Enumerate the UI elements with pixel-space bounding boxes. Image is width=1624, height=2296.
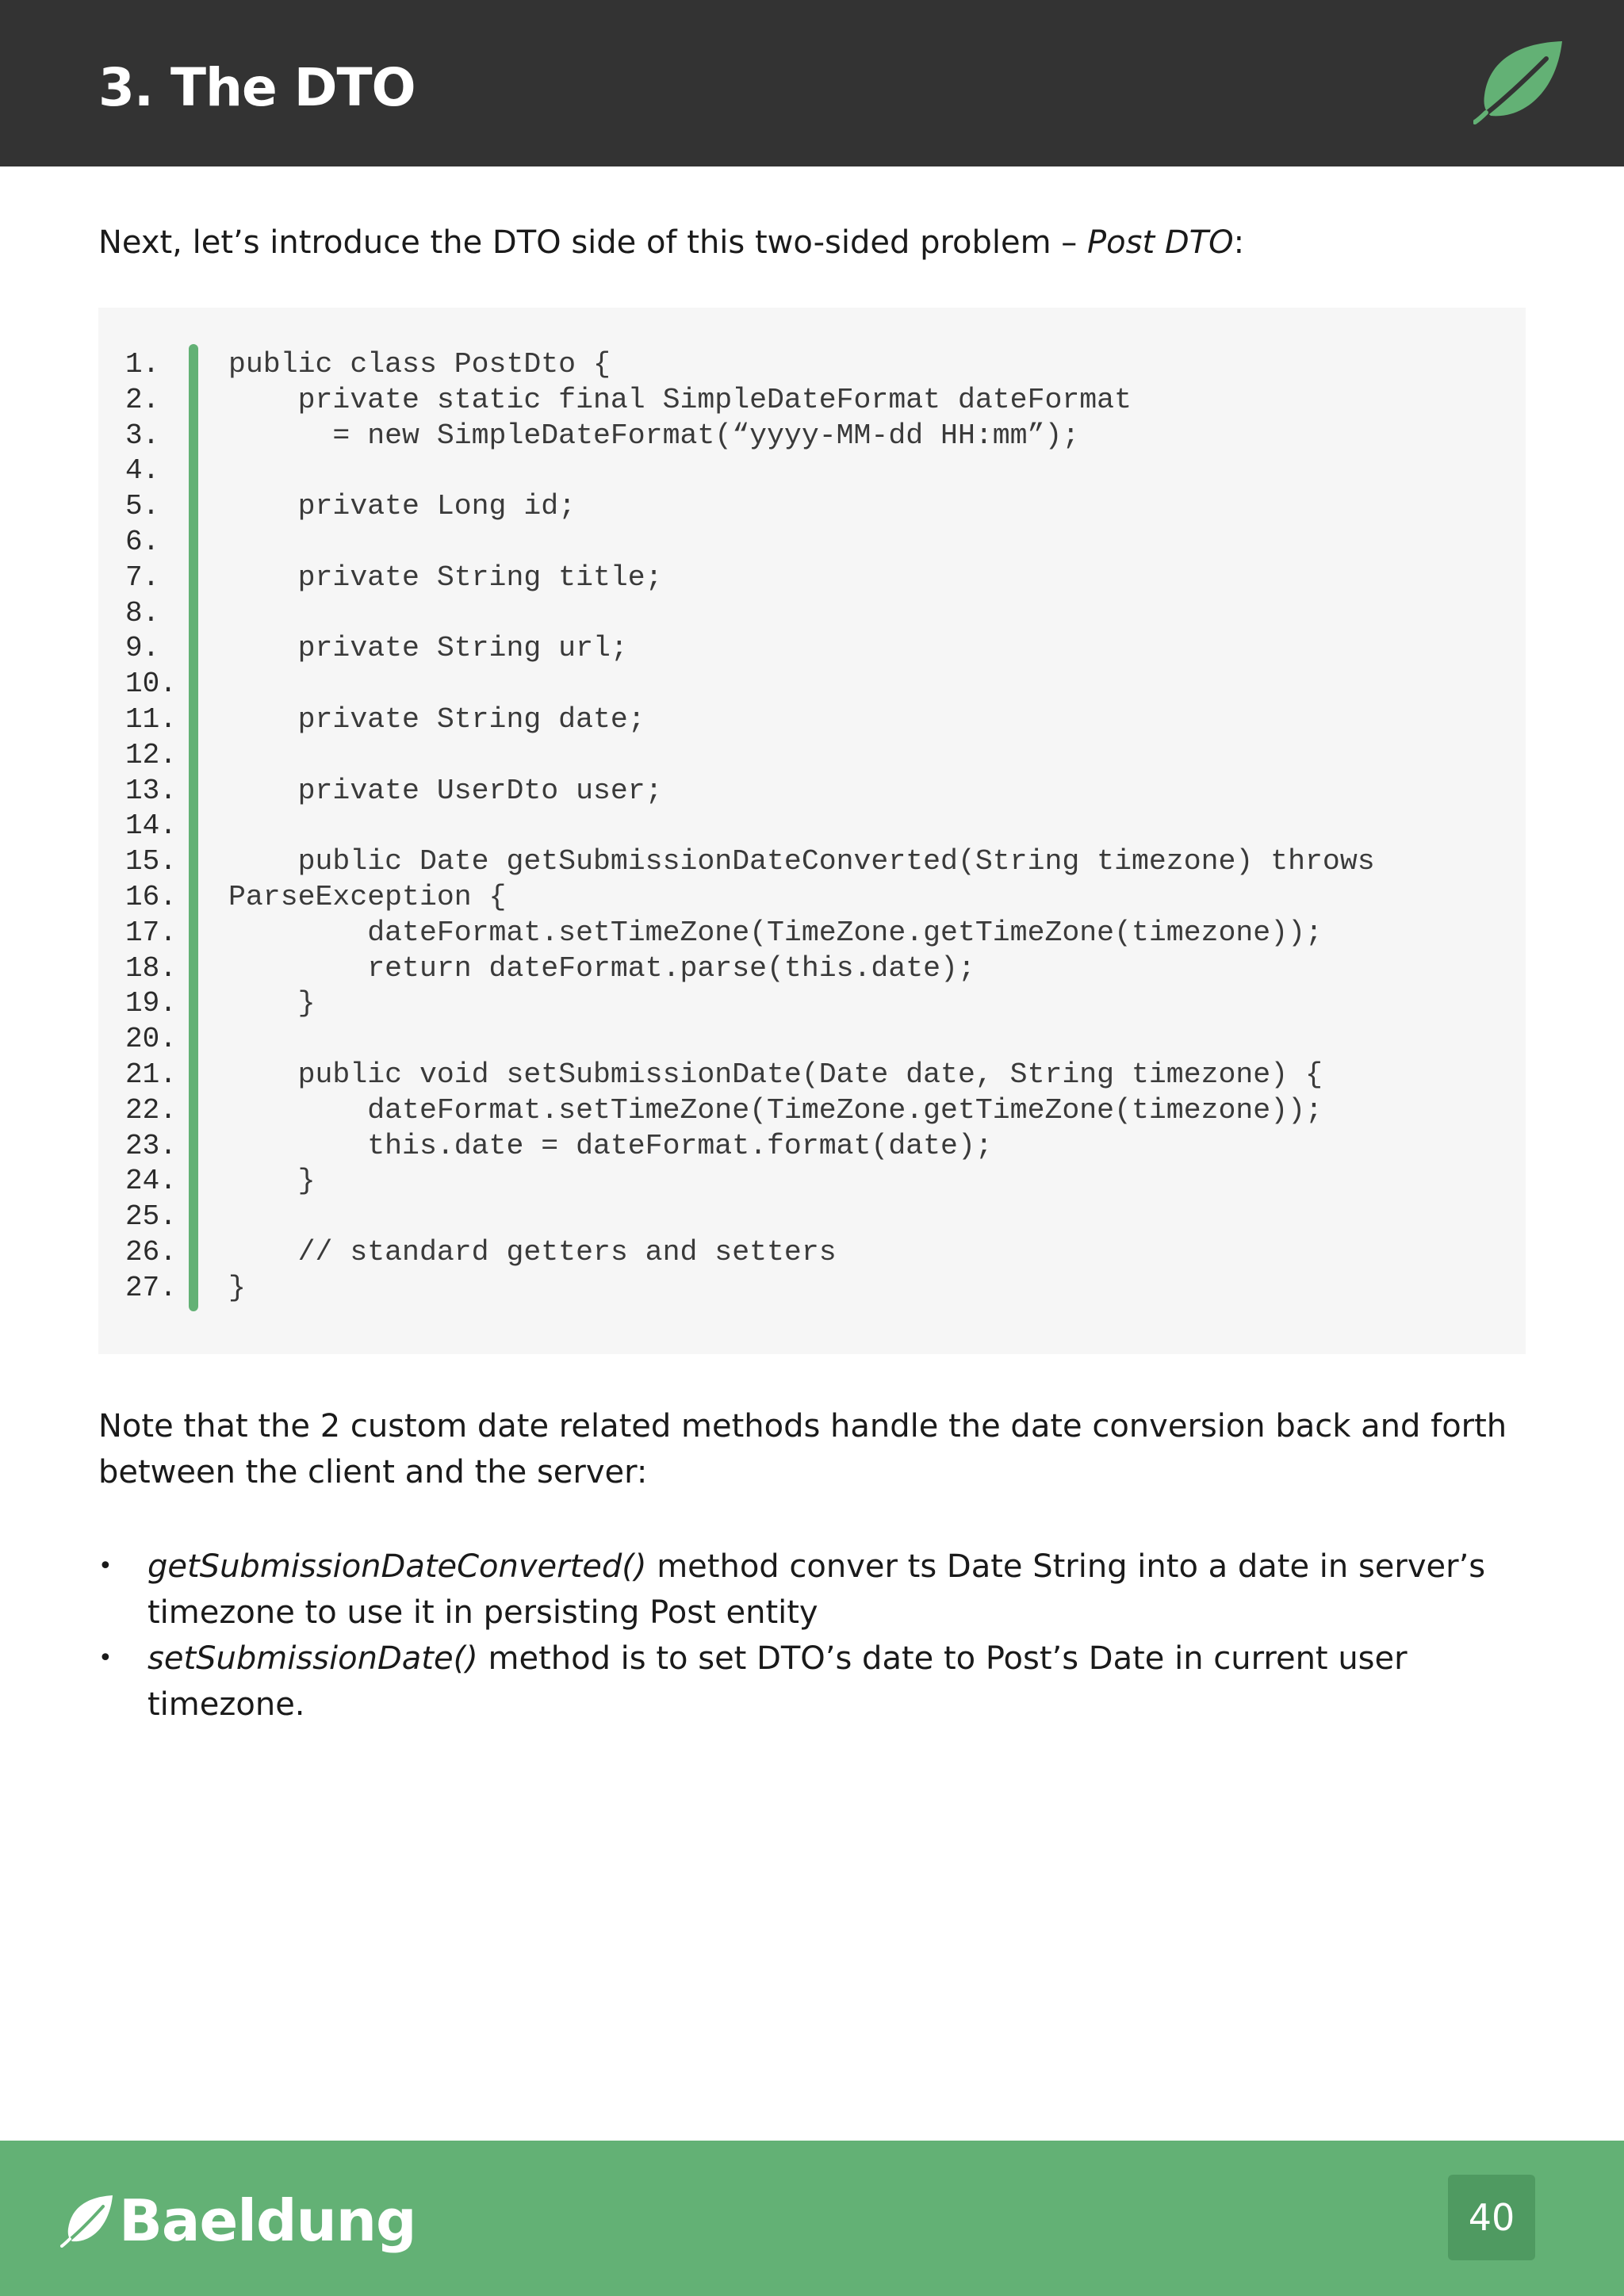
line-number: 1. (125, 348, 160, 381)
code-line: // standard getters and setters (228, 1235, 837, 1269)
line-number: 27. (125, 1271, 177, 1304)
line-number: 15. (125, 845, 177, 878)
line-number: 25. (125, 1200, 177, 1234)
method-description: method conver ts Date String into a date in server’s timezone to use it in persisting Post entity (147, 1548, 1486, 1631)
line-number: 4. (125, 454, 160, 488)
code-line (228, 738, 1513, 774)
line-number: 6. (125, 525, 160, 558)
leaf-icon (1473, 40, 1565, 127)
code-line: public void setSubmissionDate(Date date, String timezone) { (228, 1058, 1323, 1091)
code-line (228, 1022, 1513, 1058)
leaf-icon (60, 2194, 114, 2248)
brand-logo (60, 2185, 416, 2256)
code-line: = new SimpleDateFormat(“yyyy-MM-dd HH:mm”); (228, 419, 1080, 452)
code-line: this.date = dateFormat.format(date); (228, 1129, 993, 1162)
code-line (228, 667, 1513, 702)
brand-name: Baeldung (119, 2187, 416, 2254)
code-line (228, 1200, 1513, 1235)
code-line: return dateFormat.parse(this.date); (228, 951, 975, 985)
line-number: 9. (125, 632, 160, 665)
line-number: 16. (125, 880, 177, 913)
line-number: 2. (125, 383, 160, 416)
code-line: private String date; (228, 702, 645, 736)
method-name: getSubmissionDateConverted() (147, 1548, 647, 1585)
code-line: private UserDto user; (228, 774, 663, 807)
line-number: 11. (125, 702, 177, 736)
method-list (98, 1544, 1526, 1728)
code-line: private static final SimpleDateFormat dateFormat (228, 383, 1132, 416)
line-number: 21. (125, 1058, 177, 1091)
intro-emphasis: Post DTO (1087, 224, 1234, 261)
line-number: 22. (125, 1093, 177, 1127)
code-line: private String url; (228, 632, 628, 665)
line-number: 8. (125, 596, 160, 629)
code-accent-bar (189, 344, 198, 1311)
intro-paragraph (98, 219, 1526, 266)
method-description: method is to set DTO’s date to Post’s Date in current user timezone. (147, 1640, 1408, 1723)
code-line: } (228, 1165, 316, 1198)
line-number: 18. (125, 951, 177, 985)
list-item (98, 1544, 1526, 1636)
list-item (98, 1636, 1526, 1728)
method-name: setSubmissionDate() (147, 1640, 478, 1677)
page-title: 3. The DTO (98, 57, 416, 118)
code-line: dateFormat.setTimeZone(TimeZone.getTimeZone(timezone)); (228, 916, 1323, 949)
line-number: 3. (125, 419, 160, 452)
bullet-marker: • (98, 1552, 113, 1580)
page-number-badge: 40 (1448, 2175, 1535, 2260)
intro-text: Next, let’s introduce the DTO side of this two-sided problem – (98, 224, 1088, 261)
code-line (228, 596, 1513, 632)
code-line: private Long id; (228, 490, 576, 523)
line-number: 23. (125, 1129, 177, 1162)
line-number: 14. (125, 809, 177, 843)
code-line: public class PostDto { (228, 348, 611, 381)
code-line (228, 809, 1513, 844)
code-listing (228, 347, 1513, 1307)
code-line: dateFormat.setTimeZone(TimeZone.getTimeZone(timezone)); (228, 1093, 1323, 1127)
line-number: 19. (125, 987, 177, 1020)
code-line (228, 453, 1513, 489)
note-paragraph: Note that the 2 custom date related methods handle the date conversion back and forth between the client and the server: (98, 1408, 1507, 1490)
code-line (228, 525, 1513, 561)
line-number-gutter (125, 347, 181, 1307)
line-number: 13. (125, 774, 177, 807)
line-number: 26. (125, 1235, 177, 1269)
intro-suffix: : (1233, 224, 1245, 261)
line-number: 5. (125, 490, 160, 523)
code-line: } (228, 1271, 246, 1304)
code-line: ParseException { (228, 880, 507, 913)
code-line: public Date getSubmissionDateConverted(String timezone) throws (228, 845, 1375, 878)
line-number: 12. (125, 738, 177, 771)
line-number: 7. (125, 561, 160, 594)
code-line: } (228, 987, 316, 1020)
line-number: 24. (125, 1165, 177, 1198)
line-number: 10. (125, 668, 177, 701)
bullet-marker: • (98, 1644, 113, 1672)
line-number: 20. (125, 1023, 177, 1056)
code-line: private String title; (228, 561, 663, 594)
line-number: 17. (125, 916, 177, 949)
